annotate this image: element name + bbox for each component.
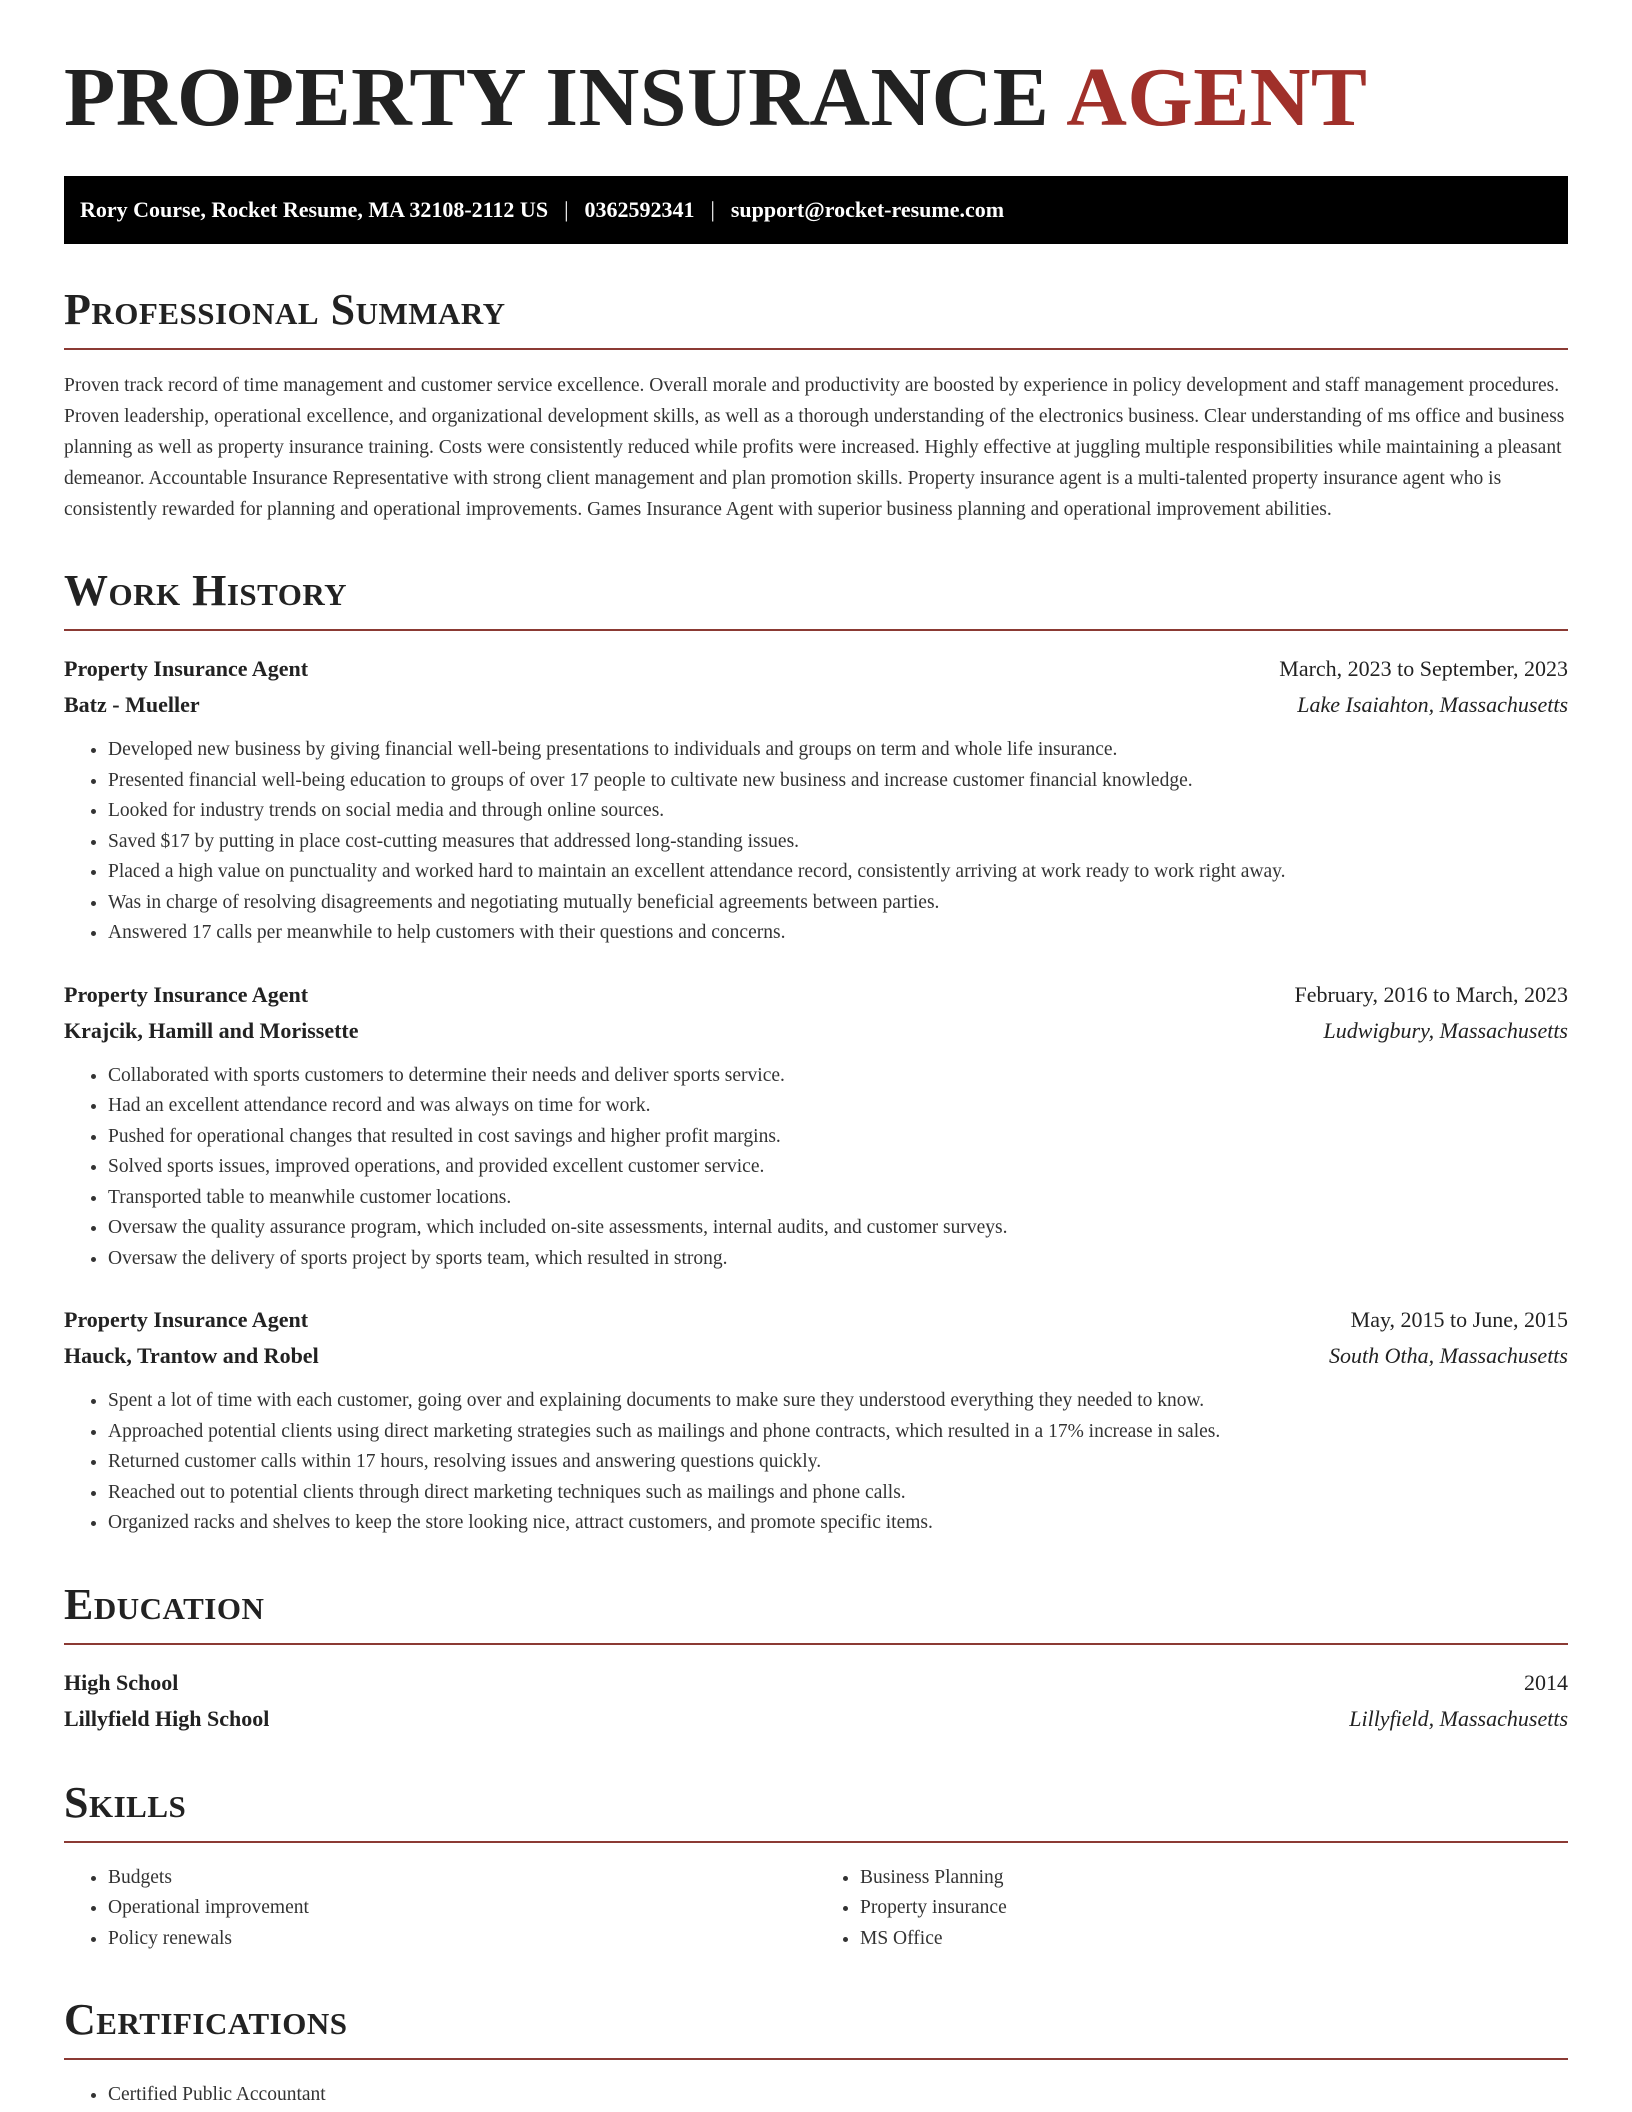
job-company-row (64, 1013, 1568, 1049)
list-item: • Organized racks and shelves to keep the store looking nice, attract customers, and promote specific items. (108, 1508, 1568, 1539)
summary-heading: Professional Summary (64, 288, 1568, 350)
job-title: Property Insurance Agent (64, 1307, 309, 1332)
job-company: Krajcik, Hamill and Morissette (64, 1017, 359, 1043)
job-dates: February, 2016 to March, 2023 (1294, 981, 1568, 1007)
job-title: Property Insurance Agent (64, 656, 309, 681)
job-location: Ludwigbury, Massachusetts (1323, 1017, 1568, 1043)
skills-list-right (816, 1863, 1568, 1955)
job-company: Hauck, Trantow and Robel (64, 1343, 319, 1368)
list-item: • Developed new business by giving financial well-being presentations to individuals and groups on term and whole life insurance. (108, 735, 1568, 766)
list-item: • Oversaw the quality assurance program, which included on-site assessments, internal audits, and customer surveys. (108, 1213, 1568, 1244)
contact-bar (64, 176, 1568, 244)
work-history-section (64, 566, 1568, 1539)
skill-item: • Budgets (108, 1863, 816, 1894)
contact-phone: 0362592341 (584, 197, 695, 222)
job-bullets (64, 1061, 1568, 1275)
education-degree: High School (64, 1669, 179, 1695)
certification-item: • Certified Public Accountant (108, 2080, 1568, 2111)
list-item: • Placed a high value on punctuality and worked hard to maintain an excellent attendance record, consistently arriving at work ready to work right away. (108, 857, 1568, 888)
contact-email[interactable]: support@rocket-resume.com (730, 197, 1005, 222)
contact-address: Rory Course, Rocket Resume, MA 32108-2112 US (80, 197, 549, 222)
skills-section (64, 1777, 1568, 1955)
summary-section (64, 285, 1568, 525)
list-item: • Looked for industry trends on social media and through online sources. (108, 796, 1568, 827)
education-school: Lillyfield High School (64, 1705, 270, 1731)
education-heading: Education (64, 1583, 1568, 1645)
list-item: • Transported table to meanwhile customer locations. (108, 1183, 1568, 1214)
list-item: • Oversaw the delivery of sports project by sports team, which resulted in strong. (108, 1244, 1568, 1275)
education-location: Lillyfield, Massachusetts (1349, 1705, 1568, 1731)
skills-list-left (64, 1863, 816, 1955)
job-company-row (64, 687, 1568, 723)
list-item: • Was in charge of resolving disagreements and negotiating mutually beneficial agreements between parties. (108, 888, 1568, 919)
job-company-row (64, 1338, 1568, 1374)
job-bullets (64, 1386, 1568, 1539)
job-location: South Otha, Massachusetts (1329, 1343, 1568, 1368)
education-section (64, 1579, 1568, 1737)
skill-item: • Business Planning (860, 1863, 1568, 1894)
list-item: • Returned customer calls within 17 hours, resolving issues and answering questions quickly. (108, 1447, 1568, 1478)
list-item: • Approached potential clients using direct marketing strategies such as mailings and phone contracts, which resulted in a 17% increase in sales. (108, 1417, 1568, 1448)
contact-separator: | (564, 197, 569, 222)
education-degree-row (64, 1665, 1568, 1701)
summary-text: Proven track record of time management and customer service excellence. Overall morale and productivity are boosted by experience in policy development and staff management procedures. Proven leadership, operational excellence, and organizational development skills, as well as a thorough understanding of the electronics business. Clear understanding of ms office and business planning as well as property insurance training. Costs were consistently reduced while profits were increased. Highly effective at juggling multiple responsibilities while maintaining a pleasant demeanor. Accountable Insurance Representative with strong client management and plan promotion skills. Property insurance agent is a multi-talented property insurance agent who is consistently rewarded for planning and operational improvements. Games Insurance Agent with superior business planning and operational improvement abilities. (64, 375, 1565, 520)
list-item: • Collaborated with sports customers to determine their needs and deliver sports service. (108, 1061, 1568, 1092)
education-year: 2014 (1524, 1669, 1568, 1695)
skill-item: • Operational improvement (108, 1893, 816, 1924)
contact-separator: | (710, 197, 715, 222)
job-title-row (64, 651, 1568, 687)
job-dates: May, 2015 to June, 2015 (1350, 1307, 1568, 1332)
job-entry (64, 1302, 1568, 1539)
list-item: • Presented financial well-being education to groups of over 17 people to cultivate new business and increase customer financial knowledge. (108, 766, 1568, 797)
resume-title (64, 51, 1568, 144)
job-location: Lake Isaiahton, Massachusetts (1297, 692, 1568, 717)
education-school-row (64, 1701, 1568, 1737)
job-entry (64, 651, 1568, 949)
list-item: • Solved sports issues, improved operations, and provided excellent customer service. (108, 1152, 1568, 1183)
job-company: Batz - Mueller (64, 692, 200, 717)
list-item: • Reached out to potential clients through direct marketing techniques such as mailings and phone calls. (108, 1478, 1568, 1509)
list-item: • Spent a lot of time with each customer, going over and explaining documents to make sure they understood everything they needed to know. (108, 1386, 1568, 1417)
list-item: • Pushed for operational changes that resulted in cost savings and higher profit margins. (108, 1122, 1568, 1153)
title-main: PROPERTY INSURANCE (64, 51, 1050, 144)
job-title-row (64, 1302, 1568, 1338)
work-history-heading: Work History (64, 569, 1568, 631)
job-bullets (64, 735, 1568, 949)
list-item: • Saved $17 by putting in place cost-cutting measures that addressed long-standing issues. (108, 827, 1568, 858)
skill-item: • Property insurance (860, 1893, 1568, 1924)
job-title-row (64, 977, 1568, 1013)
list-item: • Answered 17 calls per meanwhile to help customers with their questions and concerns. (108, 918, 1568, 949)
job-entry (64, 977, 1568, 1275)
title-accent: AGENT (1066, 51, 1368, 144)
skill-item: • MS Office (860, 1924, 1568, 1955)
list-item: • Had an excellent attendance record and was always on time for work. (108, 1091, 1568, 1122)
certifications-heading: Certifications (64, 1998, 1568, 2060)
certifications-section (64, 1995, 1568, 2111)
skills-grid (64, 1863, 1568, 1955)
job-dates: March, 2023 to September, 2023 (1279, 656, 1568, 681)
skill-item: • Policy renewals (108, 1924, 816, 1955)
job-title: Property Insurance Agent (64, 981, 309, 1007)
certifications-list (64, 2080, 1568, 2111)
skills-heading: Skills (64, 1781, 1568, 1843)
